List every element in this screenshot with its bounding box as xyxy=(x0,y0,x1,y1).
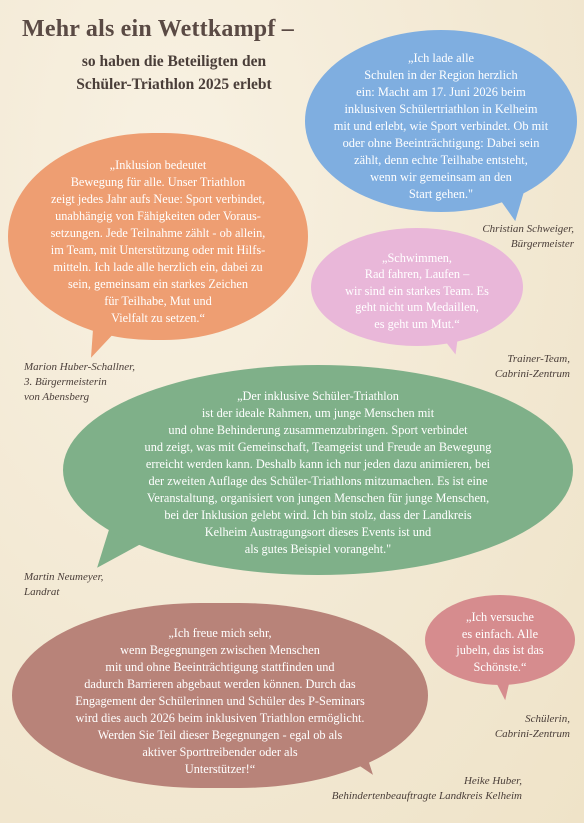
quote-text-trainer: „Schwimmen, Rad fahren, Laufen – wir sind ein starkes Team. Es geht nicht um Medaillen, es geht um Mut.“ xyxy=(345,250,489,331)
speech-bubble-huber-schallner xyxy=(8,133,308,340)
quote-text-huber-schallner: „Inklusion bedeutet Bewegung für alle. Unser Triathlon zeigt jedes Jahr aufs Neue: Sport verbindet, unabhängig von Fähigkeiten oder Voraus- setzungen. Jede Teilnahme zählt - ob allein, im Team, mit Unterstützung oder mit Hilfs- mitteln. Ich lade alle herzlich ein, dabei zu sein, gemeinsam ein starkes Zeichen für Teilhabe, Mut und Vielfalt zu setzen.“ xyxy=(50,157,266,325)
page-subtitle xyxy=(22,50,326,96)
speech-bubble-neumeyer xyxy=(63,365,573,575)
speech-bubble-trainer xyxy=(311,228,523,346)
author-trainer: Trainer-Team, Cabrini-Zentrum xyxy=(494,353,570,380)
quote-text-schweiger: „Ich lade alle Schulen in der Region herzlich ein: Macht am 17. Juni 2026 beim inklusiven Schülertriathlon in Kelheim mit und erlebt, wie Sport verbindet. Ob mit oder ohne Beeinträchtigung: Dabei sein zählt, denn echte Teilhabe entsteht, wenn wir gemeinsam an den Start gehen." xyxy=(333,50,549,201)
speech-bubble-schuelerin xyxy=(425,595,575,685)
author-heike-huber: Heike Huber, Behindertenbeauftragte Landkreis Kelheim xyxy=(331,775,522,802)
subtitle-line-2: Schüler-Triathlon 2025 erlebt xyxy=(76,76,272,93)
author-schuelerin: Schülerin, Cabrini-Zentrum xyxy=(494,713,570,740)
author-schweiger: Christian Schweiger, Bürgermeister xyxy=(482,223,574,250)
quote-text-neumeyer: „Der inklusive Schüler-Triathlon ist der ideale Rahmen, um junge Menschen mit und ohne Behinderung zusammenzubringen. Sport verbindet und zeigt, was mit Gemeinschaft, Teamgeist und Freude an Bewegung erreicht werden kann. Deshalb kann ich nur jeden dazu animieren, bei der zweiten Auflage des Schüler-Triathlons mitzumachen. Es ist eine Veranstaltung, organisiert von jungen Menschen für junge Menschen, bei der Inklusion gelebt wird. Ich bin stolz, dass der Landkreis Kelheim Austragungsort dieses Events ist und als gutes Beispiel vorangeht." xyxy=(144,389,492,556)
author-neumeyer: Martin Neumeyer, Landrat xyxy=(24,571,104,598)
subtitle-line-1: so haben die Beteiligten den xyxy=(81,53,267,70)
page-title: Mehr als ein Wettkampf – xyxy=(22,16,294,42)
quote-text-heike-huber: „Ich freue mich sehr, wenn Begegnungen zwischen Menschen mit und ohne Beeinträchtigung stattfinden und dadurch Barrieren abgebaut werden können. Durch das Engagement der Schülerinnen und Schüler des P-Seminars wird dies auch 2026 beim inklusiven Triathlon ermöglicht. Werden Sie Teil dieser Begegnungen - egal ob als aktiver Sporttreibender oder als Unterstützer!“ xyxy=(75,626,365,776)
quote-text-schuelerin: „Ich versuche es einfach. Alle jubeln, das ist das Schönste.“ xyxy=(456,610,544,674)
speech-bubble-heike-huber xyxy=(12,603,428,788)
speech-bubble-schweiger xyxy=(305,30,577,212)
author-huber-schallner: Marion Huber-Schallner, 3. Bürgermeisterin von Abensberg xyxy=(24,361,135,403)
